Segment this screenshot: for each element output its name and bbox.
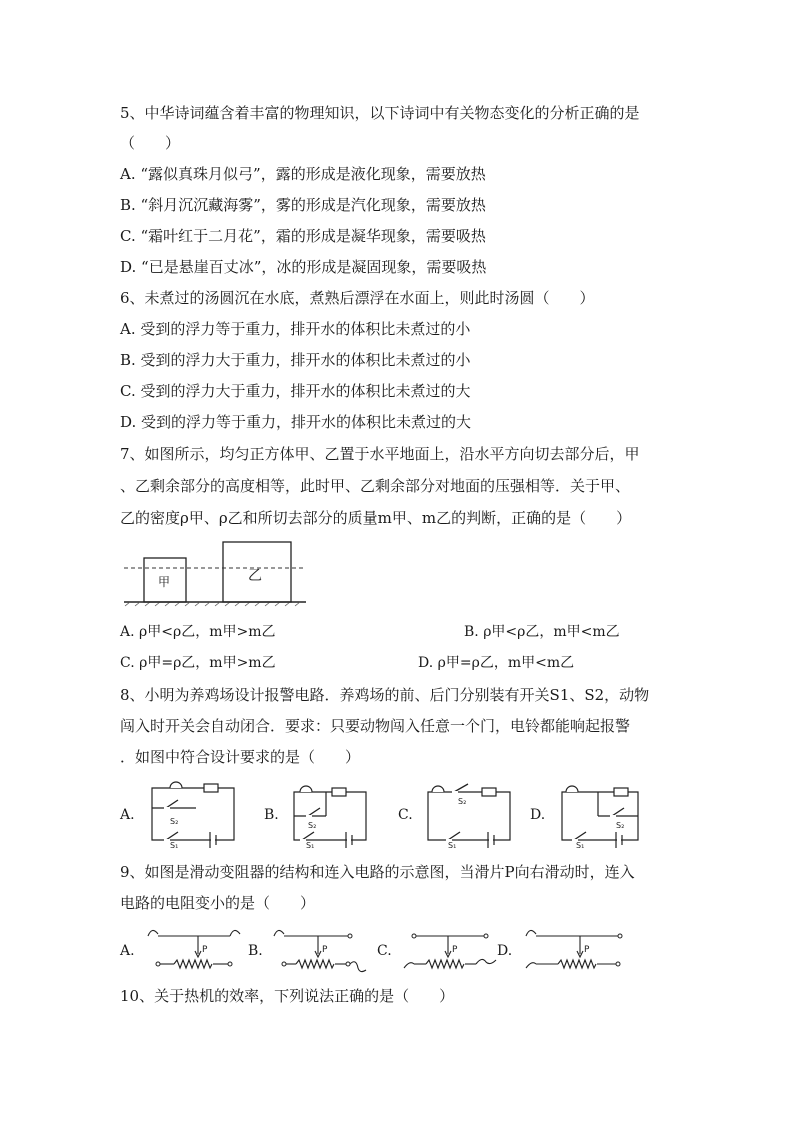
q9-label-c: C. (377, 943, 392, 959)
q9-b-p: P (322, 945, 328, 955)
q7-stem-line2: 、乙剩余部分的高度相等，此时甲、乙剩余部分对地面的压强相等．关于甲、 (120, 477, 631, 495)
q8-label-c: C. (398, 807, 413, 823)
q5-option-c: C. “霜叶红于二月花”，霜的形成是凝华现象，需要吸热 (120, 227, 486, 245)
q8-label-b: B. (264, 807, 279, 823)
cube-jia-label: 甲 (158, 575, 171, 589)
q6-stem: 6、未煮过的汤圆沉在水底，煮熟后漂浮在水面上，则此时汤圆（ ） (120, 289, 595, 307)
q7-option-b: B. ρ甲<ρ乙，m甲<m乙 (464, 624, 620, 640)
q9-d-p: P (584, 945, 590, 955)
q9-a-p: P (202, 945, 208, 955)
q8-c-s2: S₂ (458, 797, 467, 806)
q7-option-c: C. ρ甲=ρ乙，m甲>m乙 (120, 655, 276, 671)
q8-c-s1: S₁ (448, 841, 457, 850)
q5-option-b: B. “斜月沉沉藏海雾”，雾的形成是汽化现象，需要放热 (120, 196, 486, 214)
q8-b-s1: S₁ (306, 841, 315, 850)
cube-yi-label: 乙 (248, 568, 262, 584)
q9-rheostat-c (402, 924, 500, 976)
q7-figure-cubes (120, 540, 310, 606)
q9-rheostat-b (272, 924, 370, 976)
q8-b-s2: S₂ (308, 821, 317, 830)
q8-stem-line1: 8、小明为养鸡场设计报警电路．养鸡场的前、后门分别装有开关S1、S2，动物 (120, 686, 650, 704)
q6-option-d: D. 受到的浮力等于重力，排开水的体积比未煮过的大 (120, 413, 472, 431)
q8-label-a: A. (120, 807, 135, 823)
q6-option-b: B. 受到的浮力大于重力，排开水的体积比未煮过的小 (120, 351, 471, 369)
q9-rheostat-d (524, 924, 634, 976)
q6-option-c: C. 受到的浮力大于重力，排开水的体积比未煮过的大 (120, 382, 471, 400)
q9-label-b: B. (248, 943, 263, 959)
q7-stem-line3: 乙的密度ρ甲、ρ乙和所切去部分的质量m甲、m乙的判断，正确的是（ ） (120, 509, 632, 527)
q7-stem-line1: 7、如图所示，均匀正方体甲、乙置于水平地面上，沿水平方向切去部分后，甲 (120, 445, 640, 463)
q5-option-a: A. “露似真珠月似弓”，露的形成是液化现象，需要放热 (120, 165, 486, 183)
q5-stem-line1: 5、中华诗词蕴含着丰富的物理知识，以下诗词中有关物态变化的分析正确的是 (120, 104, 640, 122)
q5-option-d: D. “已是悬崖百丈冰”，冰的形成是凝固现象，需要吸热 (120, 258, 487, 276)
q8-circuit-b (290, 776, 382, 848)
q7-option-a: A. ρ甲<ρ乙，m甲>m乙 (120, 624, 276, 640)
q9-rheostat-a (146, 924, 244, 976)
q8-a-s1: S₁ (170, 841, 179, 850)
q8-d-s2: S₂ (616, 821, 625, 830)
q8-label-d: D. (530, 807, 546, 823)
q8-circuit-d (558, 776, 650, 848)
q6-option-a: A. 受到的浮力等于重力，排开水的体积比未煮过的小 (120, 320, 471, 338)
q8-d-s1: S₁ (576, 841, 585, 850)
q5-stem-line2: （ ） (120, 134, 181, 152)
q8-circuit-c (424, 776, 516, 848)
q9-label-d: D. (497, 943, 513, 959)
q9-c-p: P (452, 945, 458, 955)
q8-circuit-a (148, 776, 240, 848)
q9-stem-line1: 9、如图是滑动变阻器的结构和连入电路的示意图，当滑片P向右滑动时，连入 (120, 863, 635, 881)
q9-label-a: A. (120, 943, 135, 959)
q10-stem: 10、关于热机的效率，下列说法正确的是（ ） (120, 987, 455, 1005)
q8-stem-line3: ．如图中符合设计要求的是（ ） (120, 748, 361, 766)
q9-stem-line2: 电路的电阻变小的是（ ） (120, 894, 316, 912)
q8-a-s2: S₂ (170, 817, 179, 826)
q8-stem-line2: 闯入时开关会自动闭合．要求：只要动物闯入任意一个门，电铃都能响起报警 (120, 717, 631, 735)
q7-option-d: D. ρ甲=ρ乙，m甲<m乙 (418, 655, 575, 671)
